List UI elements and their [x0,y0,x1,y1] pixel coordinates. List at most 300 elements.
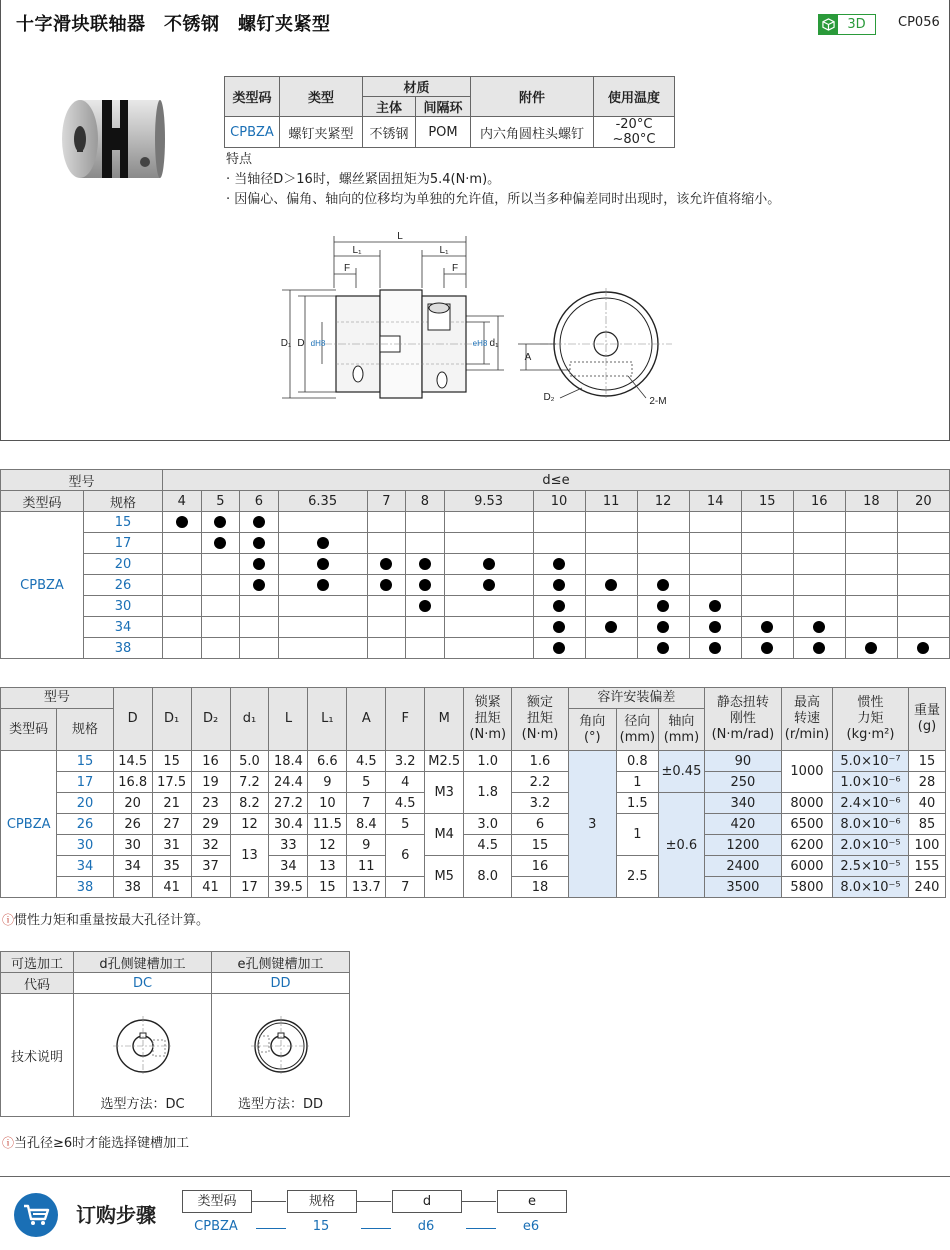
cell-availability [278,638,367,659]
cell-availability [897,596,949,617]
cell-size: 20 [57,793,113,814]
cell-availability [367,617,406,638]
cell-availability [845,512,897,533]
order-label-type: 类型码 [182,1190,252,1213]
available-dot [553,621,565,633]
cell-availability[interactable] [533,638,585,659]
selection-row [1,554,950,575]
th-rated-torque: 额定 扭矩 (N·m) [512,688,568,751]
cell-availability [793,596,845,617]
cell-type-code: CPBZA [1,512,84,659]
cell-availability [845,596,897,617]
cell-F: 7 [386,877,425,898]
note-keyway [2,1132,189,1151]
cell-availability[interactable] [897,638,949,659]
th-F: F [386,688,425,751]
cell-availability [845,575,897,596]
available-dot [709,621,721,633]
cell-availability[interactable] [845,638,897,659]
cell-D1: 17.5 [152,772,191,793]
order-connector [252,1201,286,1202]
cell-availability[interactable] [533,596,585,617]
order-label-e: e [497,1190,567,1213]
available-dot [657,600,669,612]
order-value-size: 15 [312,1219,330,1234]
cell-availability[interactable] [367,575,406,596]
cell-L1: 10 [308,793,347,814]
th-bore: 8 [406,491,445,512]
th-M: M [425,688,464,751]
cell-availability [741,533,793,554]
th-bore: 20 [897,491,949,512]
cell-stiffness: 90 [704,751,781,772]
cell-radial: 1.5 [616,793,658,814]
cell-availability[interactable] [163,512,202,533]
selection-row [1,596,950,617]
cell-lock-torque: 8.0 [464,856,512,898]
order-connector [361,1228,391,1229]
cell-availability[interactable] [585,617,637,638]
cell-inertia: 2.5×10⁻⁵ [833,856,909,877]
label-dH8: dH8 [310,339,326,348]
cell-max-speed: 1000 [781,751,832,793]
catalog-code: CP056 [898,15,940,30]
cell-availability[interactable] [533,617,585,638]
cell-availability[interactable] [637,596,689,617]
cell-availability [163,575,202,596]
note-text: 当孔径≥6时才能选择键槽加工 [14,1136,190,1151]
cell-L1: 11.5 [308,814,347,835]
cell-availability [897,533,949,554]
cell-availability[interactable] [240,554,279,575]
feature-line: · 当轴径D＞16时，螺丝紧固扭矩为5.4(N·m)。 [226,172,501,187]
th-bore: 15 [741,491,793,512]
th-bore: 4 [163,491,202,512]
cell-A: 5 [347,772,386,793]
spec-table [224,76,675,148]
th-description: 技术说明 [1,994,74,1117]
label-F: F [343,263,351,274]
cell-availability [163,533,202,554]
cell-rated-torque: 1.6 [512,751,568,772]
cell-L1: 6.6 [308,751,347,772]
cell-availability [585,533,637,554]
cell-availability[interactable] [533,575,585,596]
cell-availability[interactable] [240,533,279,554]
cell-availability [278,596,367,617]
cell-availability [163,596,202,617]
cell-availability[interactable] [533,554,585,575]
cell-availability [637,554,689,575]
available-dot [253,579,265,591]
cell-availability [240,617,279,638]
cell-F: 3.2 [386,751,425,772]
method-dc-text: 选型方法：DC [100,1097,185,1112]
cell-availability [897,554,949,575]
cell-size: 26 [84,575,163,596]
cell-availability[interactable] [240,512,279,533]
cell-d1: 5.0 [230,751,269,772]
info-icon: ⓘ [2,913,15,927]
cell-availability[interactable] [201,533,240,554]
cell-availability [444,533,533,554]
cell-L: 30.4 [269,814,308,835]
cell-inertia: 2.0×10⁻⁵ [833,835,909,856]
cell-availability [367,533,406,554]
cell-availability [897,512,949,533]
cell-availability [278,617,367,638]
th-max-speed: 最高 转速 (r/min) [781,688,832,751]
technical-drawing [270,228,690,410]
cell-availability[interactable] [793,638,845,659]
available-dot [657,579,669,591]
cell-rated-torque: 16 [512,856,568,877]
cell-axial: ±0.6 [658,793,704,898]
cell-angle: 3 [568,751,616,898]
th-bore: 5 [201,491,240,512]
cell-rated-torque: 15 [512,835,568,856]
cell-L: 39.5 [269,877,308,898]
features-title: 特点 [226,152,253,167]
cart-icon [14,1193,58,1237]
cell-F: 4 [386,772,425,793]
cell-D1: 15 [152,751,191,772]
cell-L1: 15 [308,877,347,898]
info-icon: ⓘ [2,1136,15,1150]
cell-D2: 19 [191,772,230,793]
cell-d1: 12 [230,814,269,835]
cell-L1: 9 [308,772,347,793]
cell-availability[interactable] [201,512,240,533]
cube-icon [819,15,838,34]
cell-D2: 32 [191,835,230,856]
cell-availability[interactable] [637,638,689,659]
cell-availability [637,533,689,554]
cell-D1: 41 [152,877,191,898]
cell-availability [406,638,445,659]
cell-L: 34 [269,856,308,877]
cell-D1: 27 [152,814,191,835]
available-dot [605,579,617,591]
cell-availability [793,575,845,596]
th-tolerance: 容许安装偏差 [568,688,704,709]
cell-availability [741,512,793,533]
available-dot [553,642,565,654]
cell-L: 18.4 [269,751,308,772]
label-2M: 2-M [649,396,667,407]
th-stiffness: 静态扭转 刚性 (N·m/rad) [704,688,781,751]
th-type-code: 类型码 [225,77,280,117]
available-dot [317,579,329,591]
cell-availability[interactable] [406,596,445,617]
cell-availability [444,596,533,617]
cell-accessory: 内六角圆柱头螺钉 [471,117,594,148]
available-dot [317,537,329,549]
cell-L: 27.2 [269,793,308,814]
th-A: A [347,688,386,751]
available-dot [917,642,929,654]
cell-availability [201,575,240,596]
cell-L1: 13 [308,856,347,877]
cell-availability [444,512,533,533]
cell-availability[interactable] [406,575,445,596]
th-bore: 12 [637,491,689,512]
cell-availability [637,512,689,533]
label-A: A [524,352,532,363]
cell-availability[interactable] [689,596,741,617]
cell-availability[interactable] [793,617,845,638]
cell-availability[interactable] [240,575,279,596]
cell-size: 38 [57,877,113,898]
cell-max-speed: 6000 [781,856,832,877]
cell-weight: 28 [908,772,945,793]
selection-row [1,533,950,554]
th-bore: 14 [689,491,741,512]
label-D: D [297,338,305,349]
cell-A: 13.7 [347,877,386,898]
available-dot [813,642,825,654]
cell-D: 34 [113,856,152,877]
method-dc [74,1093,211,1112]
available-dot [253,516,265,528]
th-radial: 径向 (mm) [616,709,658,751]
cell-availability[interactable] [689,638,741,659]
page-title: 十字滑块联轴器 不锈钢 螺钉夹紧型 [16,14,331,35]
cell-rated-torque: 6 [512,814,568,835]
th-L1: L₁ [308,688,347,751]
available-dot [553,579,565,591]
th-D1: D₁ [152,688,191,751]
selection-row [1,617,950,638]
available-dot [483,558,495,570]
label-d1: d₁ [489,338,499,349]
cell-availability[interactable] [689,617,741,638]
available-dot [657,642,669,654]
cell-availability [240,596,279,617]
cell-M: M2.5 [425,751,464,772]
cell-availability[interactable] [278,554,367,575]
cell-availability[interactable] [367,554,406,575]
th-code: 代码 [1,973,74,994]
cell-availability[interactable] [741,638,793,659]
th-e-keyway: e孔侧键槽加工 [212,952,350,973]
th-weight: 重量 (g) [908,688,945,751]
cell-weight: 155 [908,856,945,877]
cell-stiffness: 340 [704,793,781,814]
th-d-keyway: d孔侧键槽加工 [74,952,212,973]
option-table [0,951,350,1117]
label-L: L [397,231,403,242]
cell-availability[interactable] [637,617,689,638]
cell-rated-torque: 2.2 [512,772,568,793]
cell-availability [201,554,240,575]
selection-row [1,575,950,596]
cell-rated-torque: 18 [512,877,568,898]
cell-availability [278,512,367,533]
selection-row [1,512,950,533]
selection-row [1,638,950,659]
cell-availability [201,596,240,617]
th-bore: 6 [240,491,279,512]
cell-availability [793,512,845,533]
cell-weight: 40 [908,793,945,814]
available-dot [214,516,226,528]
available-dot [709,642,721,654]
cell-availability[interactable] [444,575,533,596]
cell-lock-torque: 1.0 [464,751,512,772]
dimension-table [0,687,946,898]
cell-availability[interactable] [585,575,637,596]
cell-type: 螺钉夹紧型 [280,117,363,148]
cell-stiffness: 2400 [704,856,781,877]
th-size: 规格 [57,709,113,751]
available-dot [483,579,495,591]
cell-availability [689,533,741,554]
available-dot [761,642,773,654]
cell-d1: 13 [230,835,269,877]
cell-availability [367,596,406,617]
cell-lock-torque: 1.8 [464,772,512,814]
cell-inertia: 8.0×10⁻⁵ [833,877,909,898]
cell-D1: 35 [152,856,191,877]
cell-F: 4.5 [386,793,425,814]
cell-size: 15 [57,751,113,772]
cell-availability [741,596,793,617]
cell-availability [793,533,845,554]
cell-F: 5 [386,814,425,835]
cell-availability [585,596,637,617]
cell-D: 26 [113,814,152,835]
order-label-size: 规格 [287,1190,357,1213]
cell-inertia: 2.4×10⁻⁶ [833,793,909,814]
cell-availability [406,533,445,554]
cell-radial: 1 [616,772,658,793]
th-angle: 角向 (°) [568,709,616,751]
cell-spacer: POM [416,117,471,148]
cell-size: 34 [57,856,113,877]
cell-stiffness: 250 [704,772,781,793]
available-dot [317,558,329,570]
order-steps [0,1176,950,1249]
cell-availability [585,638,637,659]
th-type-code: 类型码 [1,491,84,512]
order-value-type: CPBZA [194,1219,238,1234]
th-bore: 6.35 [278,491,367,512]
available-dot [553,558,565,570]
cell-A: 11 [347,856,386,877]
cell-weight: 100 [908,835,945,856]
available-dot [813,621,825,633]
th-bore: 10 [533,491,585,512]
cell-type-code: CPBZA [1,751,57,898]
cell-availability [201,617,240,638]
th-axial: 轴向 (mm) [658,709,704,751]
cell-rated-torque: 3.2 [512,793,568,814]
th-bore: 11 [585,491,637,512]
order-title: 订购步骤 [76,1203,156,1227]
cell-A: 8.4 [347,814,386,835]
available-dot [657,621,669,633]
note-text: 惯性力矩和重量按最大孔径计算。 [14,913,210,928]
cell-size: 34 [84,617,163,638]
cell-max-speed: 8000 [781,793,832,814]
cell-type-code: CPBZA [225,117,280,148]
cell-availability [367,512,406,533]
order-connector [466,1228,496,1229]
3d-model-button[interactable] [818,14,876,35]
th-option: 可选加工 [1,952,74,973]
cell-D1: 21 [152,793,191,814]
label-D1: D₁ [280,338,292,349]
th-temperature: 使用温度 [594,77,675,117]
cell-M: M5 [425,856,464,898]
cell-stiffness: 420 [704,814,781,835]
cell-stiffness: 3500 [704,877,781,898]
cell-size: 17 [57,772,113,793]
cell-availability[interactable] [406,554,445,575]
cell-availability [240,638,279,659]
cell-availability[interactable] [278,533,367,554]
th-model: 型号 [1,688,114,709]
cell-availability[interactable] [637,575,689,596]
available-dot [214,537,226,549]
available-dot [865,642,877,654]
cell-max-speed: 6200 [781,835,832,856]
label-L1: L₁ [439,245,449,256]
cell-L: 33 [269,835,308,856]
option-dc-description [74,994,212,1117]
cell-availability [585,554,637,575]
order-value-e: e6 [522,1219,540,1234]
available-dot [176,516,188,528]
cell-availability [406,617,445,638]
cell-axial: ±0.45 [658,751,704,793]
label-D2: D₂ [543,392,555,403]
cell-D2: 23 [191,793,230,814]
cell-availability[interactable] [444,554,533,575]
th-bore: 7 [367,491,406,512]
th-inertia: 惯性 力矩 (kg·m²) [833,688,909,751]
available-dot [253,537,265,549]
cell-radial: 2.5 [616,856,658,898]
label-F: F [451,263,459,274]
cell-availability [845,554,897,575]
feature-line: · 因偏心、偏角、轴向的位移均为单独的允许值，所以当多种偏差同时出现时，该允许值将缩小。 [226,192,781,207]
cell-availability [163,617,202,638]
cell-availability [533,533,585,554]
th-material: 材质 [363,77,471,97]
bore-selection-table [0,469,950,659]
cell-availability [163,554,202,575]
th-D2: D₂ [191,688,230,751]
option-code-dd[interactable]: DD [212,973,350,994]
option-code-dc[interactable]: DC [74,973,212,994]
cell-D: 20 [113,793,152,814]
cell-stiffness: 1200 [704,835,781,856]
order-value-d: d6 [417,1219,435,1234]
order-connector [357,1201,391,1202]
cell-availability[interactable] [741,617,793,638]
cell-F: 6 [386,835,425,877]
cell-d1: 8.2 [230,793,269,814]
cell-D: 30 [113,835,152,856]
cell-availability[interactable] [278,575,367,596]
cell-d1: 17 [230,877,269,898]
3d-label: 3D [847,17,866,32]
cell-availability [444,617,533,638]
cell-availability [444,638,533,659]
available-dot [761,621,773,633]
